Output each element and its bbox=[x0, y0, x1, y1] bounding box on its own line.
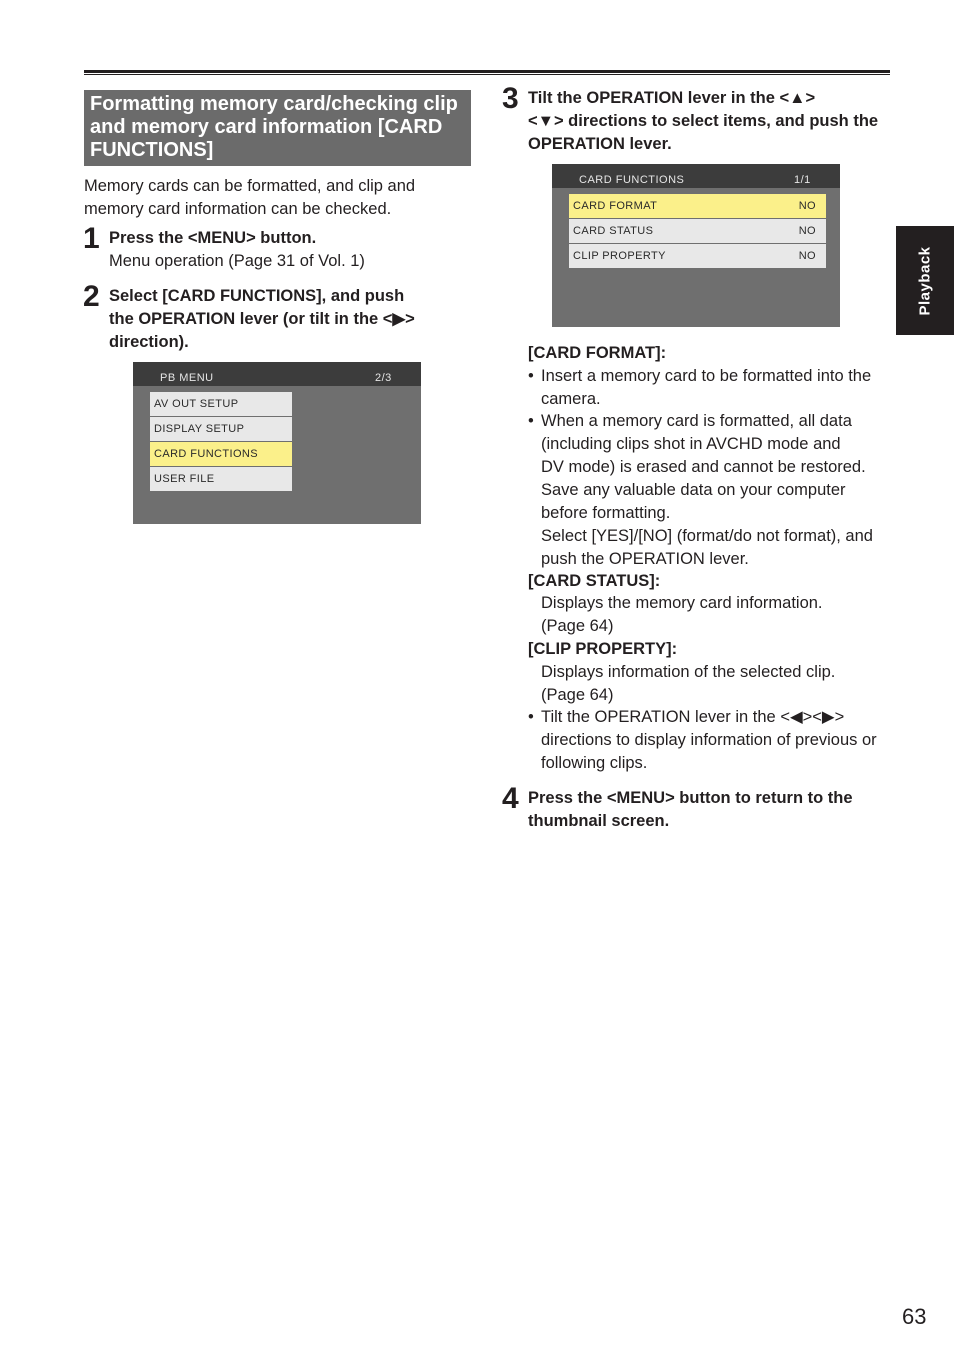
section-title: Formatting memory card/checking clip and memory card information [CARD FUNCTIONS] bbox=[90, 93, 458, 161]
page-number: 63 bbox=[902, 1304, 927, 1329]
card-menu-page: 1/1 bbox=[794, 174, 811, 186]
clip-property-bullet: Tilt the OPERATION lever in the <◀><▶> directions to display information of previous or following clips. bbox=[541, 708, 877, 772]
card-format-bullet-1: Insert a memory card to be formatted into the camera. bbox=[541, 367, 872, 408]
card-functions-screenshot bbox=[552, 164, 840, 327]
card-status-text: Displays the memory card information. (Page 64) bbox=[541, 594, 823, 635]
clip-property-heading: [CLIP PROPERTY]: bbox=[528, 640, 678, 658]
step-number-2: 2 bbox=[83, 280, 99, 313]
bullet-dot: • bbox=[528, 367, 534, 385]
card-menu-title-bar bbox=[552, 164, 840, 188]
card-menu-item[interactable]: CARD STATUS NO bbox=[569, 219, 826, 243]
step-4-text: Press the <MENU> button to return to the thumbnail screen. bbox=[528, 789, 853, 830]
step-number-3: 3 bbox=[502, 82, 518, 115]
pb-menu-item-selected[interactable]: CARD FUNCTIONS bbox=[150, 442, 292, 466]
pb-menu-title-bar bbox=[133, 362, 421, 386]
card-format-bullet-2: When a memory card is formatted, all data (including clips shot in AVCHD mode and DV mode) is erased and cannot be restored. Save any valuable data on your computer before formatting. Select [YES]/[NO] (format/do not format), and push the OPERATION lever. bbox=[541, 412, 873, 568]
step-number-1: 1 bbox=[83, 222, 99, 255]
card-status-heading: [CARD STATUS]: bbox=[528, 572, 661, 590]
pb-menu-list bbox=[150, 392, 292, 492]
pb-menu-item[interactable]: AV OUT SETUP bbox=[150, 392, 292, 416]
step-number-4: 4 bbox=[502, 782, 518, 815]
step-1-text: Press the <MENU> button. Menu operation (Page 31 of Vol. 1) bbox=[109, 229, 365, 270]
card-menu-item[interactable]: CLIP PROPERTY NO bbox=[569, 244, 826, 268]
bullet-dot: • bbox=[528, 412, 534, 430]
playback-side-tab bbox=[896, 226, 954, 335]
card-menu-item-selected[interactable]: CARD FORMAT NO bbox=[569, 194, 826, 218]
section-heading-box bbox=[84, 90, 471, 166]
pb-menu-item[interactable]: DISPLAY SETUP bbox=[150, 417, 292, 441]
card-format-heading: [CARD FORMAT]: bbox=[528, 344, 667, 362]
bullet-dot: • bbox=[528, 708, 534, 726]
side-tab-label: Playback bbox=[916, 245, 934, 316]
card-menu-list bbox=[569, 194, 826, 269]
top-rule bbox=[84, 70, 890, 73]
intro-paragraph: Memory cards can be formatted, and clip and memory card information can be checked. bbox=[84, 177, 416, 218]
card-menu-title: CARD FUNCTIONS bbox=[579, 174, 685, 186]
pb-menu-item[interactable]: USER FILE bbox=[150, 467, 292, 491]
step-3-text: Tilt the OPERATION lever in the <▲> <▼> directions to select items, and push the OPERATION lever. bbox=[528, 89, 879, 153]
pb-menu-screenshot bbox=[133, 362, 421, 524]
top-rule-thin bbox=[84, 74, 890, 75]
pb-menu-page: 2/3 bbox=[375, 372, 392, 384]
clip-property-text: Displays information of the selected clip. (Page 64) bbox=[541, 663, 836, 704]
step-2-text: Select [CARD FUNCTIONS], and push the OPERATION lever (or tilt in the <▶> direction). bbox=[109, 287, 415, 351]
pb-menu-title: PB MENU bbox=[160, 372, 214, 384]
